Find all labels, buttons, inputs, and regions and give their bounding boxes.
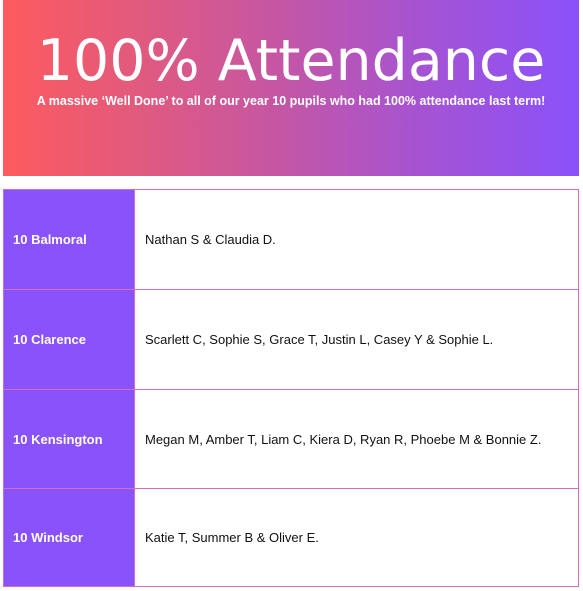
form-name: 10 Balmoral <box>4 190 134 289</box>
pupil-names: Scarlett C, Sophie S, Grace T, Justin L, Casey Y & Sophie L. <box>134 290 578 389</box>
banner-subtitle: A massive ‘Well Done’ to all of our year 10 pupils who had 100% attendance last term! <box>36 94 546 108</box>
table-row <box>4 289 578 389</box>
attendance-banner <box>3 0 579 176</box>
pupil-names: Nathan S & Claudia D. <box>134 190 578 289</box>
form-name: 10 Windsor <box>4 489 134 586</box>
banner-title: 100% Attendance <box>36 28 546 94</box>
table-row <box>4 190 578 289</box>
form-name: 10 Kensington <box>4 390 134 488</box>
form-name: 10 Clarence <box>4 290 134 389</box>
table-row <box>4 488 578 586</box>
pupil-names: Megan M, Amber T, Liam C, Kiera D, Ryan R, Phoebe M & Bonnie Z. <box>134 390 578 488</box>
table-row <box>4 389 578 488</box>
attendance-table <box>3 189 579 587</box>
pupil-names: Katie T, Summer B & Oliver E. <box>134 489 578 586</box>
